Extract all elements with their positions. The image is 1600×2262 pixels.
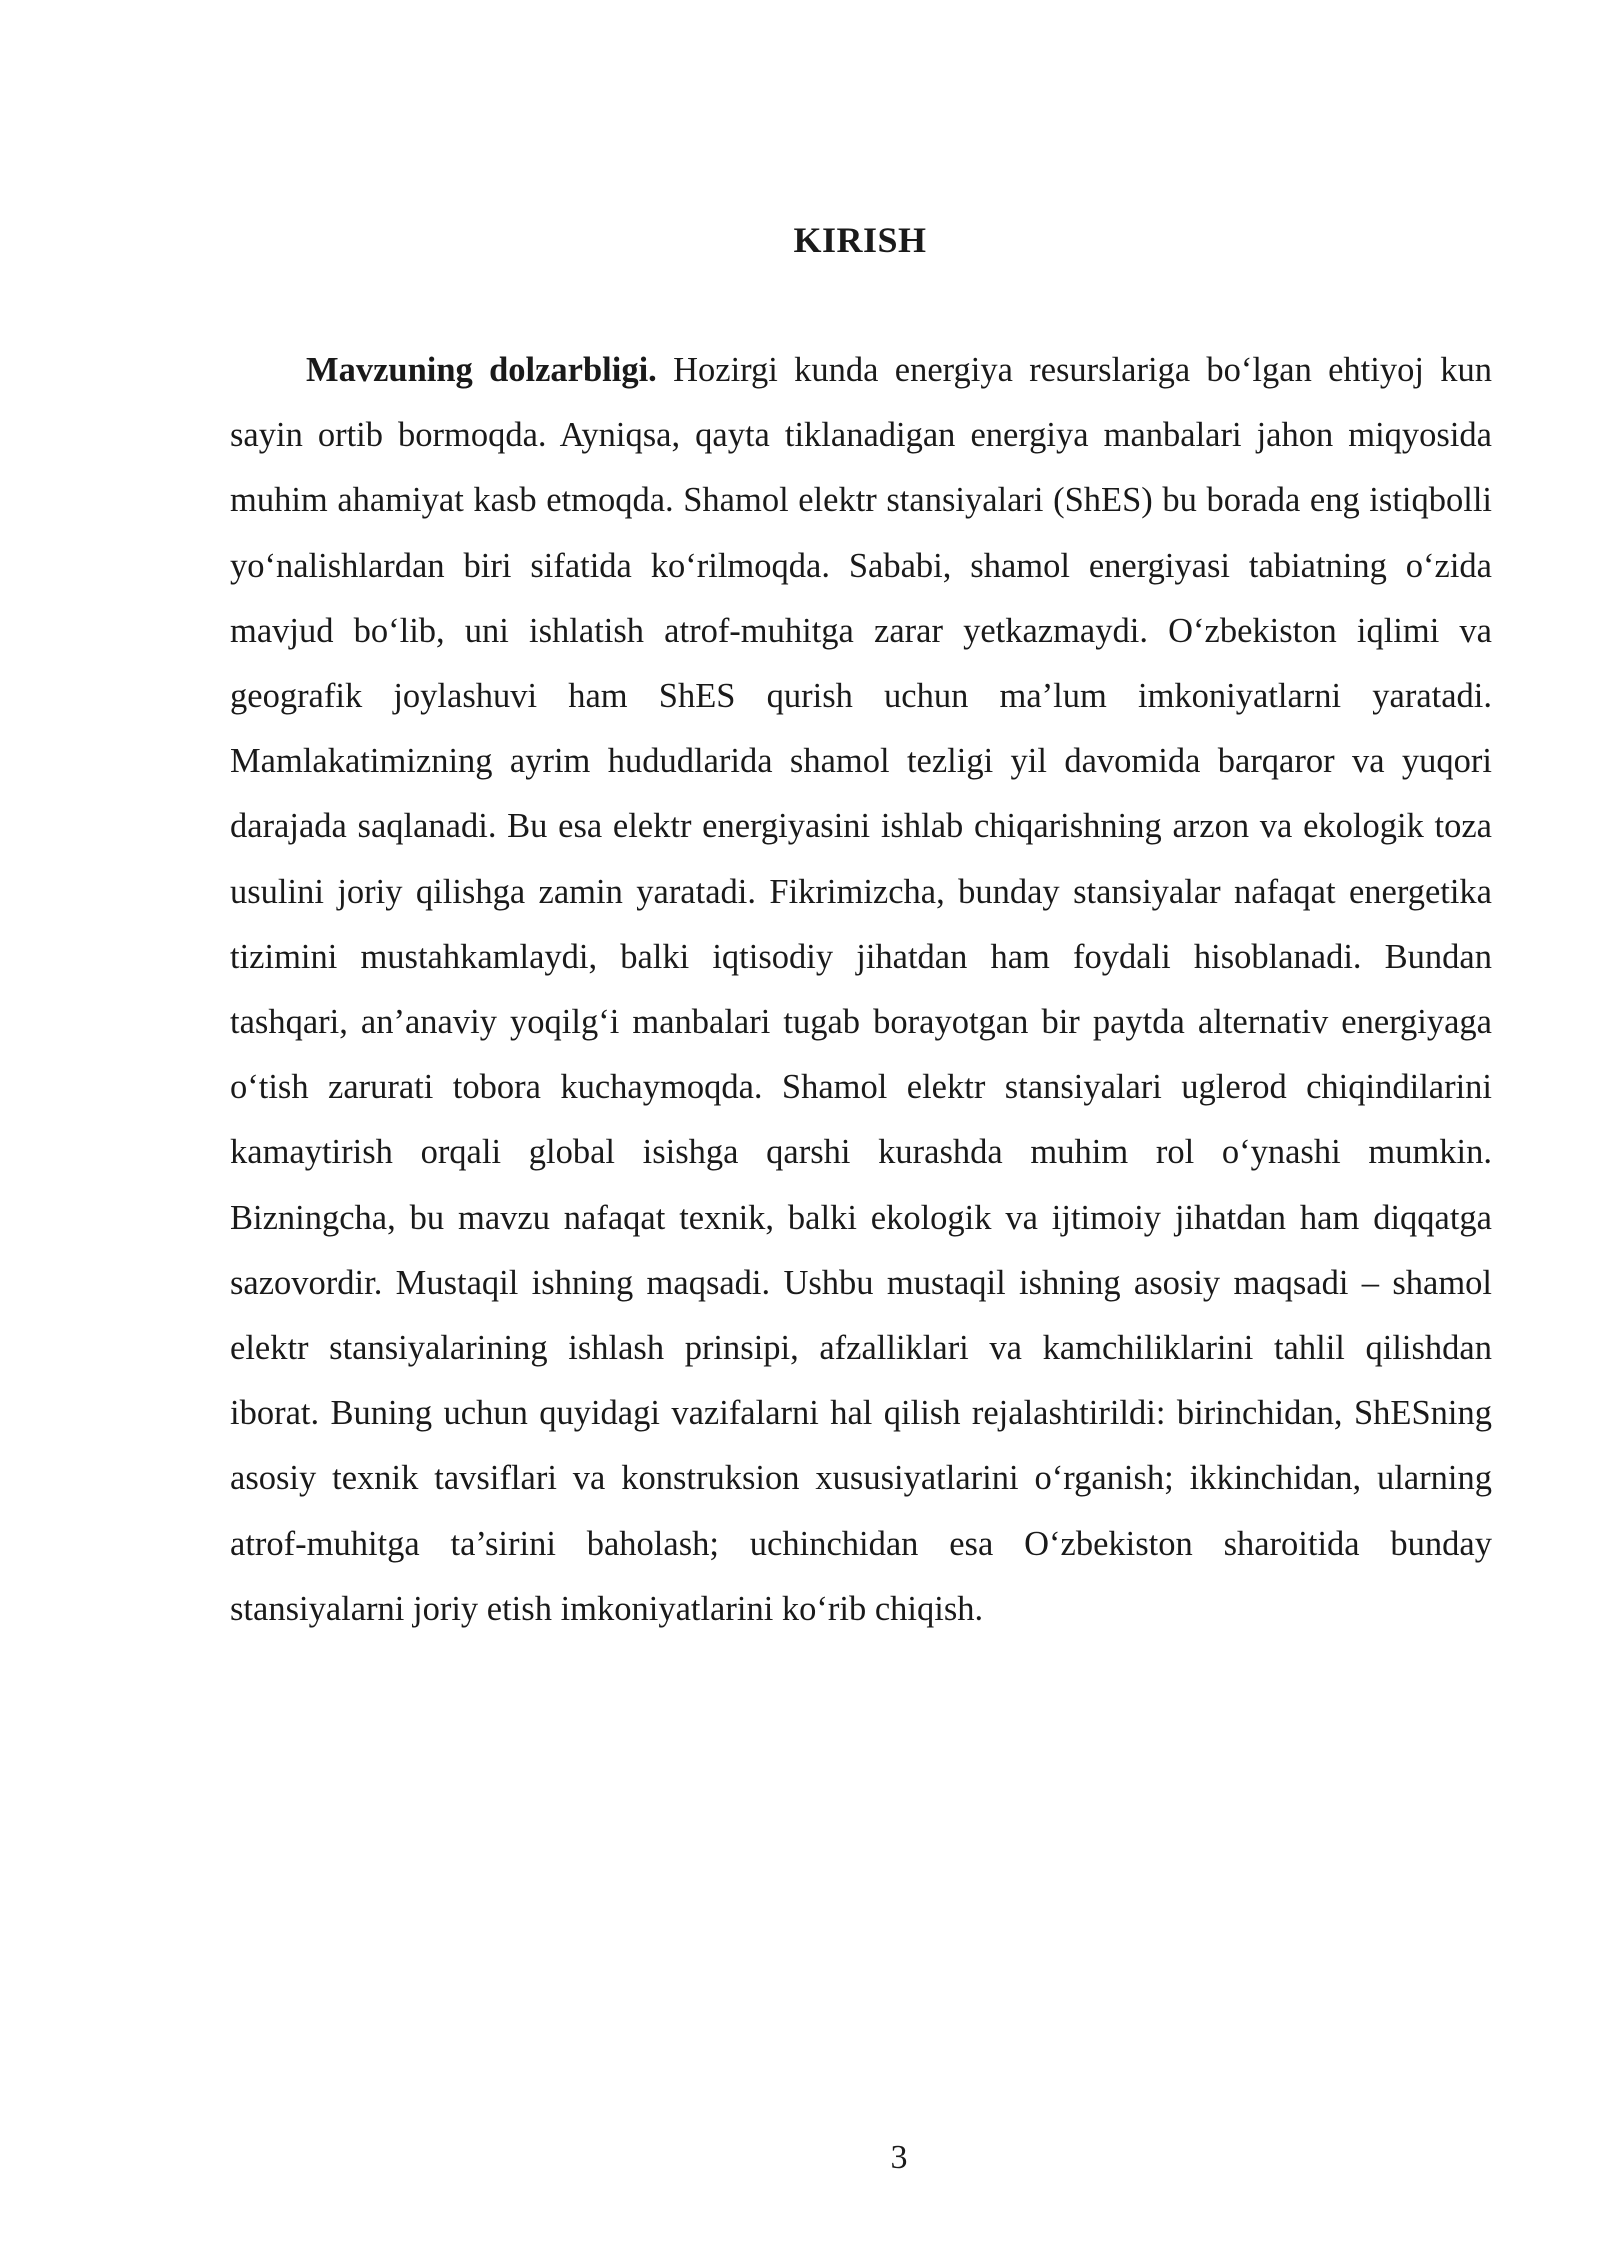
- paragraph-lead: Mavzuning dolzarbligi.: [306, 351, 657, 389]
- paragraph-text: Hozirgi kunda energiya resurslariga bo‘lgan ehtiyoj kun sayin ortib bormoqda. Ayniqsa, qayta tiklanadigan energiya manbalari jahon miqyosida muhim ahamiyat kasb etmoqda. Shamol elektr stansiyalari (ShES) bu borada eng istiqbolli yo‘nalishlardan biri sifatida ko‘rilmoqda. Sababi, shamol energiyasi tabiatning o‘zida mavjud bo‘lib, uni ishlatish atrof-muhitga zarar yetkazmaydi. O‘zbekiston iqlimi va geografik joylashuvi ham ShES qurish uchun ma’lum imkoniyatlarni yaratadi. Mamlakatimizning ayrim hududlarida shamol tezligi yil davomida barqaror va yuqori darajada saqlanadi. Bu esa elektr energiyasini ishlab chiqarishning arzon va ekologik toza usulini joriy qilishga zamin yaratadi. Fikrimizcha, bunday stansiyalar nafaqat energetika tizimini mustahkamlaydi, balki iqtisodiy jihatdan ham foydali hisoblanadi. Bundan tashqari, an’anaviy yoqilg‘i manbalari tugab borayotgan bir paytda alternativ energiyaga o‘tish zarurati tobora kuchaymoqda. Shamol elektr stansiyalari uglerod chiqindilarini kamaytirish orqali global isishga qarshi kurashda muhim rol o‘ynashi mumkin. Bizningcha, bu mavzu nafaqat texnik, balki ekologik va ijtimoiy jihatdan ham diqqatga sazovordir. Mustaqil ishning maqsadi. Ushbu mustaqil ishning asosiy maqsadi – shamol elektr stansiyalarining ishlash prinsipi, afzalliklari va kamchiliklarini tahlil qilishdan iborat. Buning uchun quyidagi vazifalarni hal qilish rejalashtirildi: birinchidan, ShESning asosiy texnik tavsiflari va konstruksion xususiyatlarini o‘rganish; ikkinchidan, ularning atrof-muhitga ta’sirini baholash; uchinchidan esa O‘zbekiston sharoitida bunday stansiyalarni joriy etish imkoniyatlarini ko‘rib chiqish.: [230, 351, 1492, 1628]
- page-number: 3: [890, 2139, 908, 2176]
- body-paragraph: [230, 338, 1492, 1642]
- page-title: KIRISH: [793, 220, 927, 260]
